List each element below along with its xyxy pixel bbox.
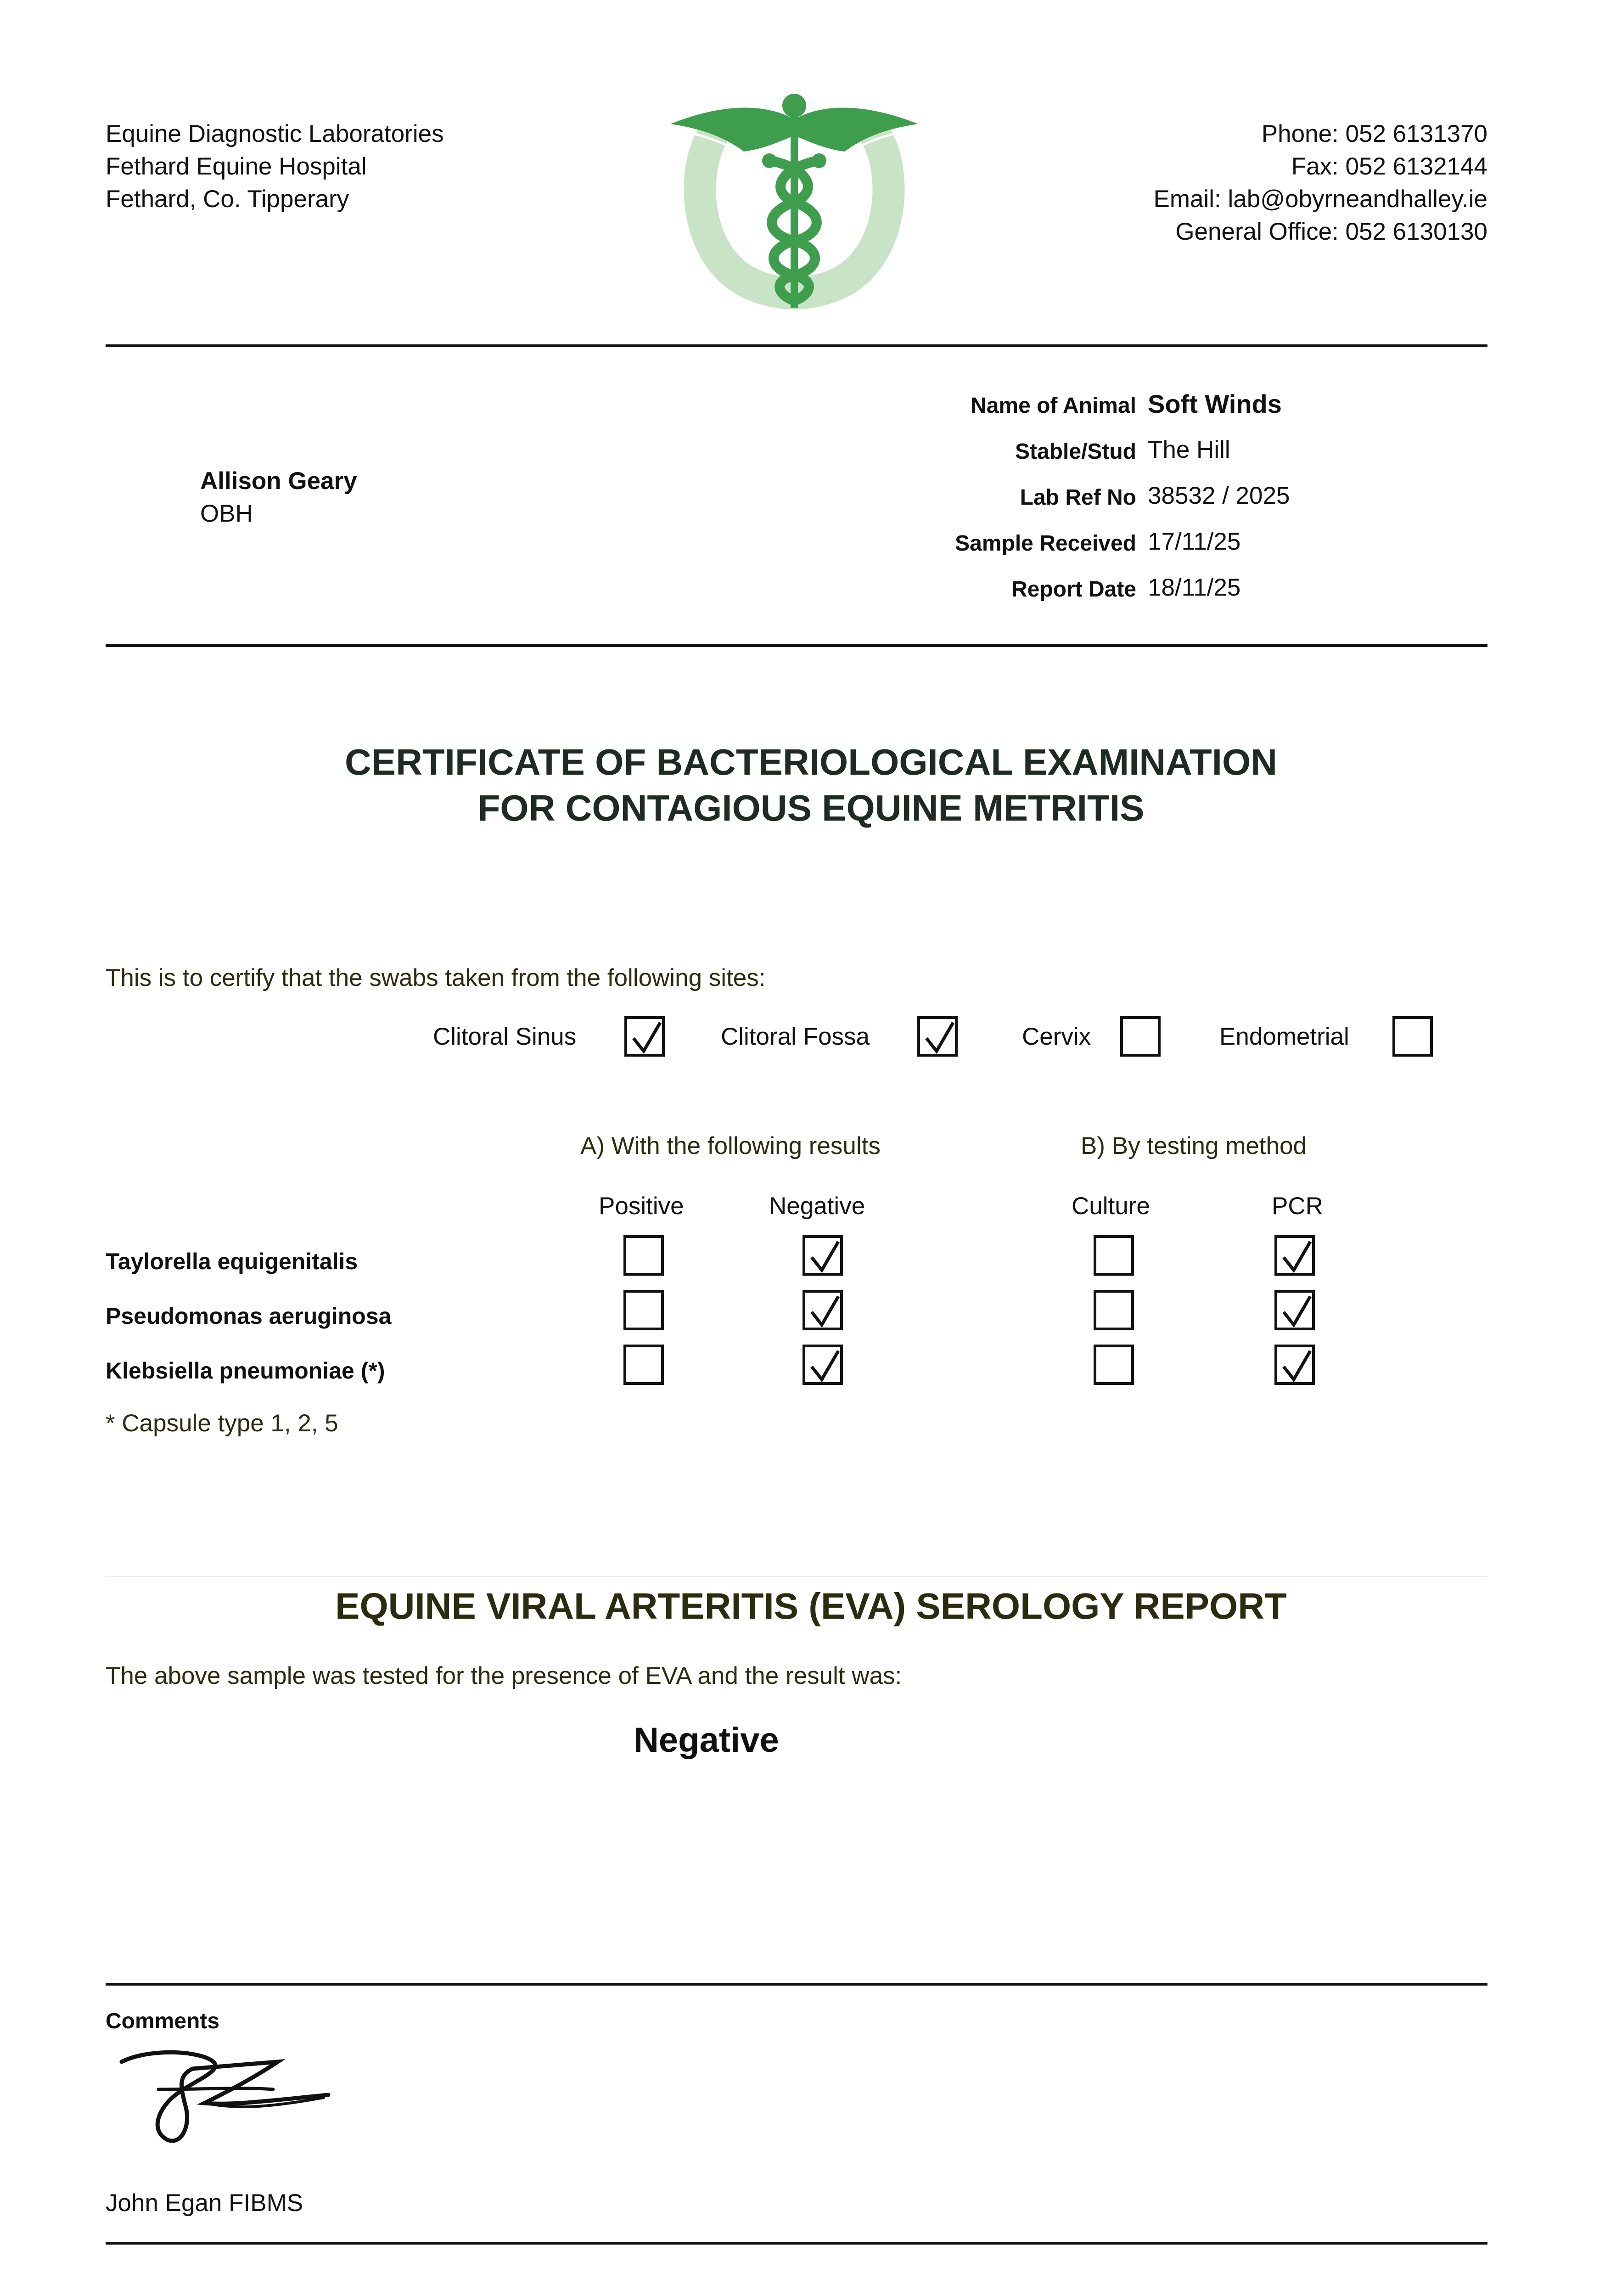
contact-office: General Office: 052 6130130: [1175, 218, 1487, 245]
checkmark-icon: [809, 1349, 841, 1383]
checkbox-endometrial[interactable]: [1392, 1016, 1433, 1057]
results-heading: A) With the following results: [580, 1132, 881, 1159]
site-label: Endometrial: [1219, 1023, 1349, 1050]
contact-phone: Phone: 052 6131370: [1261, 120, 1487, 147]
checkmark-icon: [631, 1021, 663, 1055]
organism-name: Taylorella equigenitalis: [106, 1249, 358, 1274]
detail-label: Lab Ref No: [1020, 485, 1136, 510]
certificate-title-line2: FOR CONTAGIOUS EQUINE METRITIS: [477, 788, 1145, 828]
checkmark-icon: [809, 1240, 841, 1274]
footer-divider: [106, 2242, 1487, 2245]
checkbox-cervix[interactable]: [1120, 1016, 1161, 1057]
site-label: Clitoral Fossa: [721, 1023, 870, 1050]
method-heading: B) By testing method: [1081, 1132, 1307, 1159]
eva-result: Negative: [634, 1721, 779, 1760]
checkmark-icon: [1281, 1294, 1313, 1328]
lab-location: Fethard, Co. Tipperary: [106, 186, 349, 213]
checkbox-culture[interactable]: [1094, 1345, 1134, 1385]
certificate-intro: This is to certify that the swabs taken from the following sites:: [106, 964, 766, 991]
caduceus-logo: [661, 87, 927, 312]
checkbox-culture[interactable]: [1094, 1290, 1134, 1330]
detail-label: Sample Received: [955, 531, 1136, 556]
addressee-org: OBH: [200, 500, 253, 527]
checkbox-negative[interactable]: [803, 1345, 843, 1385]
checkbox-negative[interactable]: [803, 1290, 843, 1330]
eva-text: The above sample was tested for the presence of EVA and the result was:: [106, 1662, 902, 1689]
checkbox-pcr[interactable]: [1274, 1345, 1315, 1385]
comments-divider: [106, 1983, 1487, 1986]
detail-value-report-date: 18/11/25: [1148, 574, 1241, 601]
site-label: Clitoral Sinus: [433, 1023, 577, 1050]
column-pcr: PCR: [1272, 1193, 1323, 1220]
detail-value-labref: 38532 / 2025: [1148, 482, 1290, 509]
header-divider: [106, 344, 1487, 347]
checkbox-culture[interactable]: [1094, 1235, 1134, 1276]
detail-value-stable: The Hill: [1148, 436, 1230, 463]
detail-value-animal: Soft Winds: [1148, 389, 1282, 418]
detail-label: Stable/Stud: [1015, 439, 1136, 464]
section-divider: [106, 1576, 1487, 1577]
detail-label: Report Date: [1011, 577, 1136, 602]
checkmark-icon: [924, 1021, 956, 1055]
lab-hospital: Fethard Equine Hospital: [106, 153, 367, 180]
column-negative: Negative: [769, 1193, 865, 1220]
checkmark-icon: [809, 1294, 841, 1328]
details-divider: [106, 644, 1487, 647]
signatory-name: John Egan FIBMS: [106, 2189, 303, 2217]
eva-title: EQUINE VIRAL ARTERITIS (EVA) SEROLOGY REPORT: [335, 1586, 1287, 1626]
checkmark-icon: [1281, 1240, 1313, 1274]
detail-label: Name of Animal: [971, 394, 1136, 418]
site-label: Cervix: [1022, 1023, 1091, 1050]
checkbox-positive[interactable]: [623, 1290, 664, 1330]
checkbox-positive[interactable]: [623, 1235, 664, 1276]
organism-name: Pseudomonas aeruginosa: [106, 1303, 392, 1329]
organism-name: Klebsiella pneumoniae (*): [106, 1358, 385, 1384]
checkbox-pcr[interactable]: [1274, 1235, 1315, 1276]
contact-fax: Fax: 052 6132144: [1291, 153, 1487, 180]
checkbox-positive[interactable]: [623, 1345, 664, 1385]
checkbox-clitoral-fossa[interactable]: [917, 1016, 958, 1057]
checkbox-clitoral-sinus[interactable]: [624, 1016, 665, 1057]
checkbox-pcr[interactable]: [1274, 1290, 1315, 1330]
lab-name: Equine Diagnostic Laboratories: [106, 120, 444, 147]
footnote: * Capsule type 1, 2, 5: [106, 1410, 338, 1437]
addressee-name: Allison Geary: [200, 467, 357, 495]
checkmark-icon: [1281, 1349, 1313, 1383]
detail-value-received: 17/11/25: [1148, 528, 1241, 555]
column-culture: Culture: [1072, 1193, 1150, 1220]
signature: [112, 2043, 337, 2154]
certificate-title-line1: CERTIFICATE OF BACTERIOLOGICAL EXAMINATION: [344, 742, 1278, 782]
contact-email: Email: lab@obyrneandhalley.ie: [1153, 186, 1487, 213]
checkbox-negative[interactable]: [803, 1235, 843, 1276]
comments-label: Comments: [106, 2009, 220, 2033]
column-positive: Positive: [599, 1193, 684, 1220]
